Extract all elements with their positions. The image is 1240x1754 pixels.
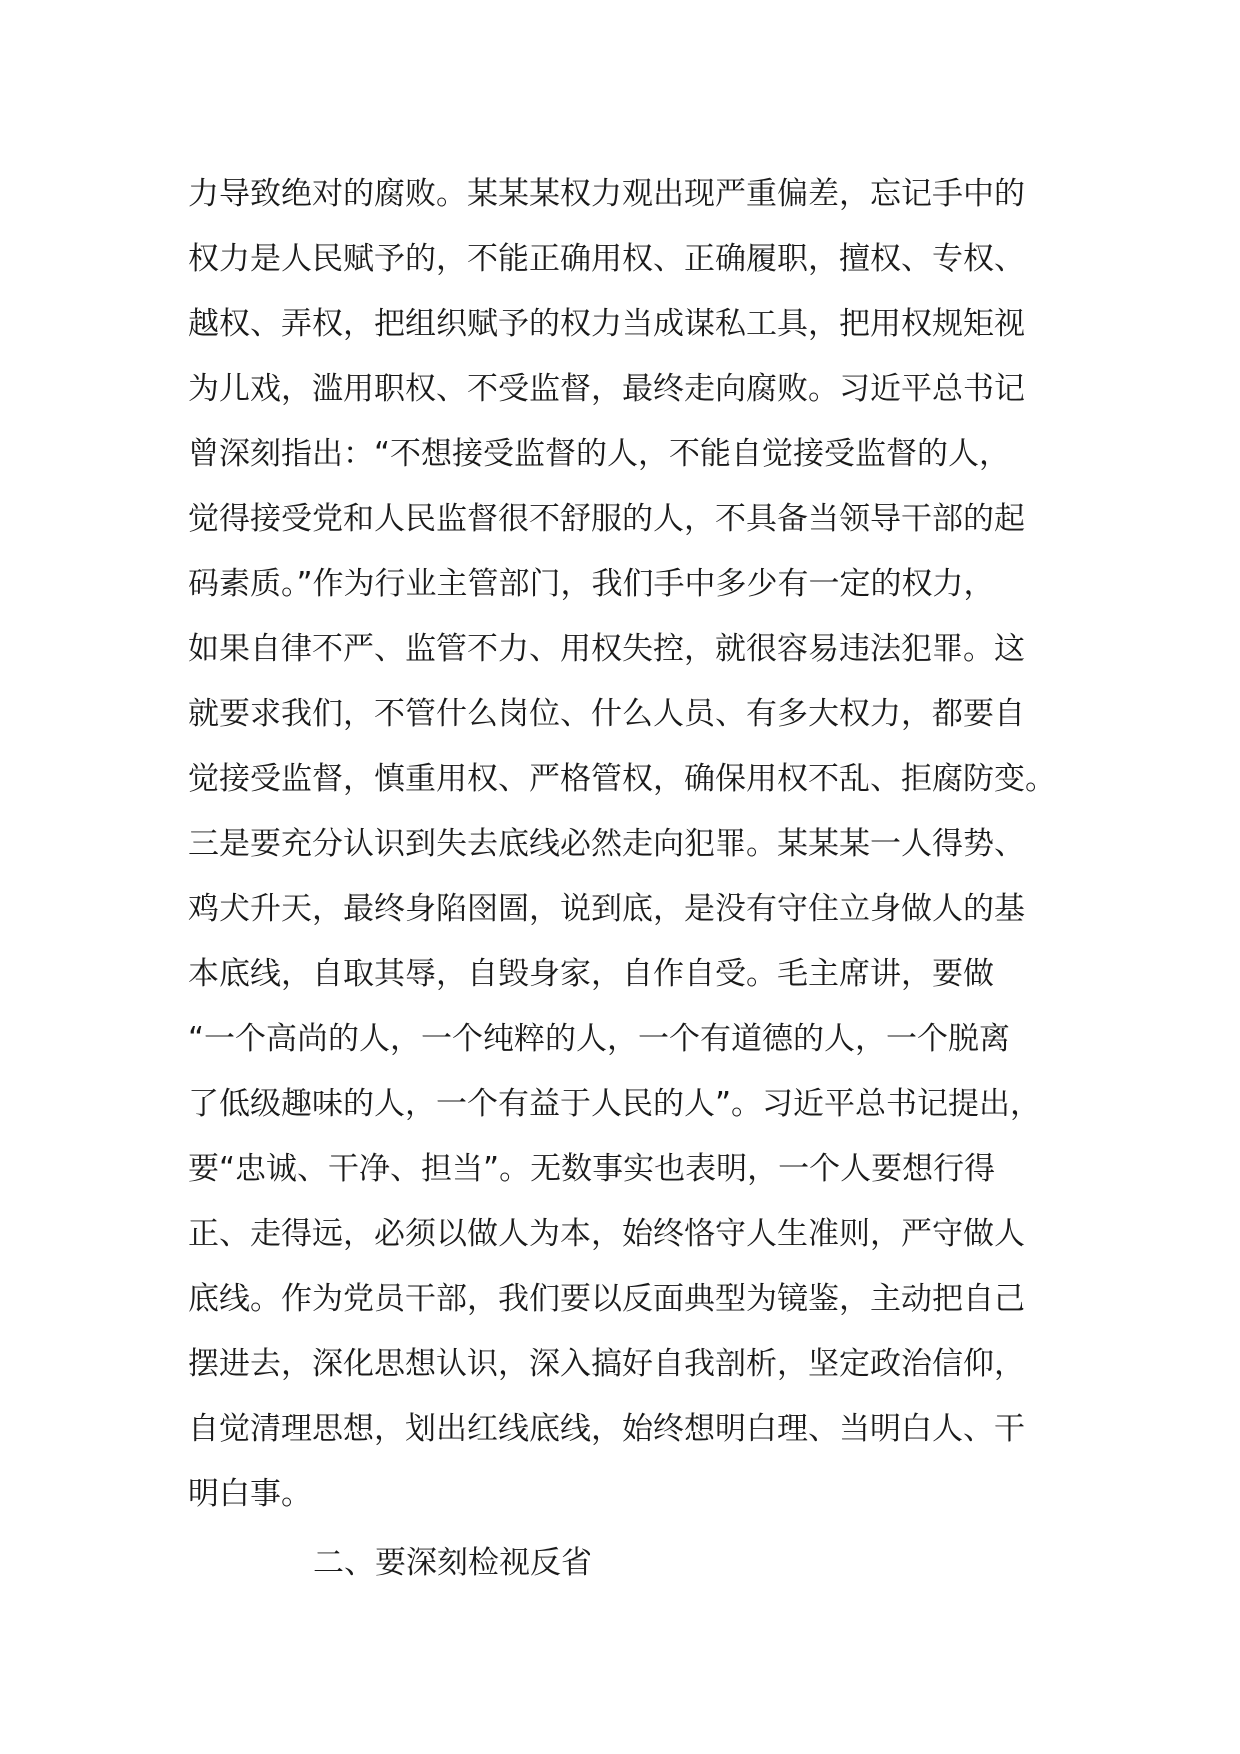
text-line: 明白事。 [188,1476,312,1512]
text-line: 越权、弄权，把组织赋予的权力当成谋私工具，把用权规矩视 [188,306,1025,342]
text-line: 觉接受监督，慎重用权、严格管权，确保用权不乱、拒腐防变。 [188,761,1056,797]
text-line: 如果自律不严、监管不力、用权失控，就很容易违法犯罪。这 [188,631,1025,667]
text-line: 本底线，自取其辱，自毁身家，自作自受。毛主席讲，要做 [188,956,994,992]
text-line: 鸡犬升天，最终身陷囹圄，说到底，是没有守住立身做人的基 [188,891,1025,927]
text-line: 就要求我们，不管什么岗位、什么人员、有多大权力，都要自 [188,696,1025,732]
text-line: 要“忠诚、干净、担当”。无数事实也表明，一个人要想行得 [188,1151,996,1187]
text-line: 为儿戏，滥用职权、不受监督，最终走向腐败。习近平总书记 [188,371,1025,407]
text-line: 自觉清理思想，划出红线底线，始终想明白理、当明白人、干 [188,1411,1025,1447]
text-line: 觉得接受党和人民监督很不舒服的人，不具备当领导干部的起 [188,501,1025,537]
body-paragraph [188,162,1088,1527]
text-line: 权力是人民赋予的，不能正确用权、正确履职，擅权、专权、 [188,241,1025,277]
section-heading: 二、要深刻检视反省 [313,1545,592,1581]
text-line: 底线。作为党员干部，我们要以反面典型为镜鉴，主动把自己 [188,1281,1025,1317]
text-line: 摆进去，深化思想认识，深入搞好自我剖析，坚定政治信仰， [188,1346,1025,1382]
text-line: 正、走得远，必须以做人为本，始终恪守人生准则，严守做人 [188,1216,1025,1252]
text-line: “一个高尚的人，一个纯粹的人，一个有道德的人，一个脱离 [188,1021,1011,1057]
text-line: 码素质。”作为行业主管部门，我们手中多少有一定的权力， [188,566,995,602]
text-line: 力导致绝对的腐败。某某某权力观出现严重偏差，忘记手中的 [188,176,1025,212]
text-line: 了低级趣味的人，一个有益于人民的人”。习近平总书记提出， [188,1086,1042,1122]
text-line: 三是要充分认识到失去底线必然走向犯罪。某某某一人得势、 [188,826,1025,862]
text-line: 曾深刻指出：“不想接受监督的人，不能自觉接受监督的人， [188,436,1011,472]
